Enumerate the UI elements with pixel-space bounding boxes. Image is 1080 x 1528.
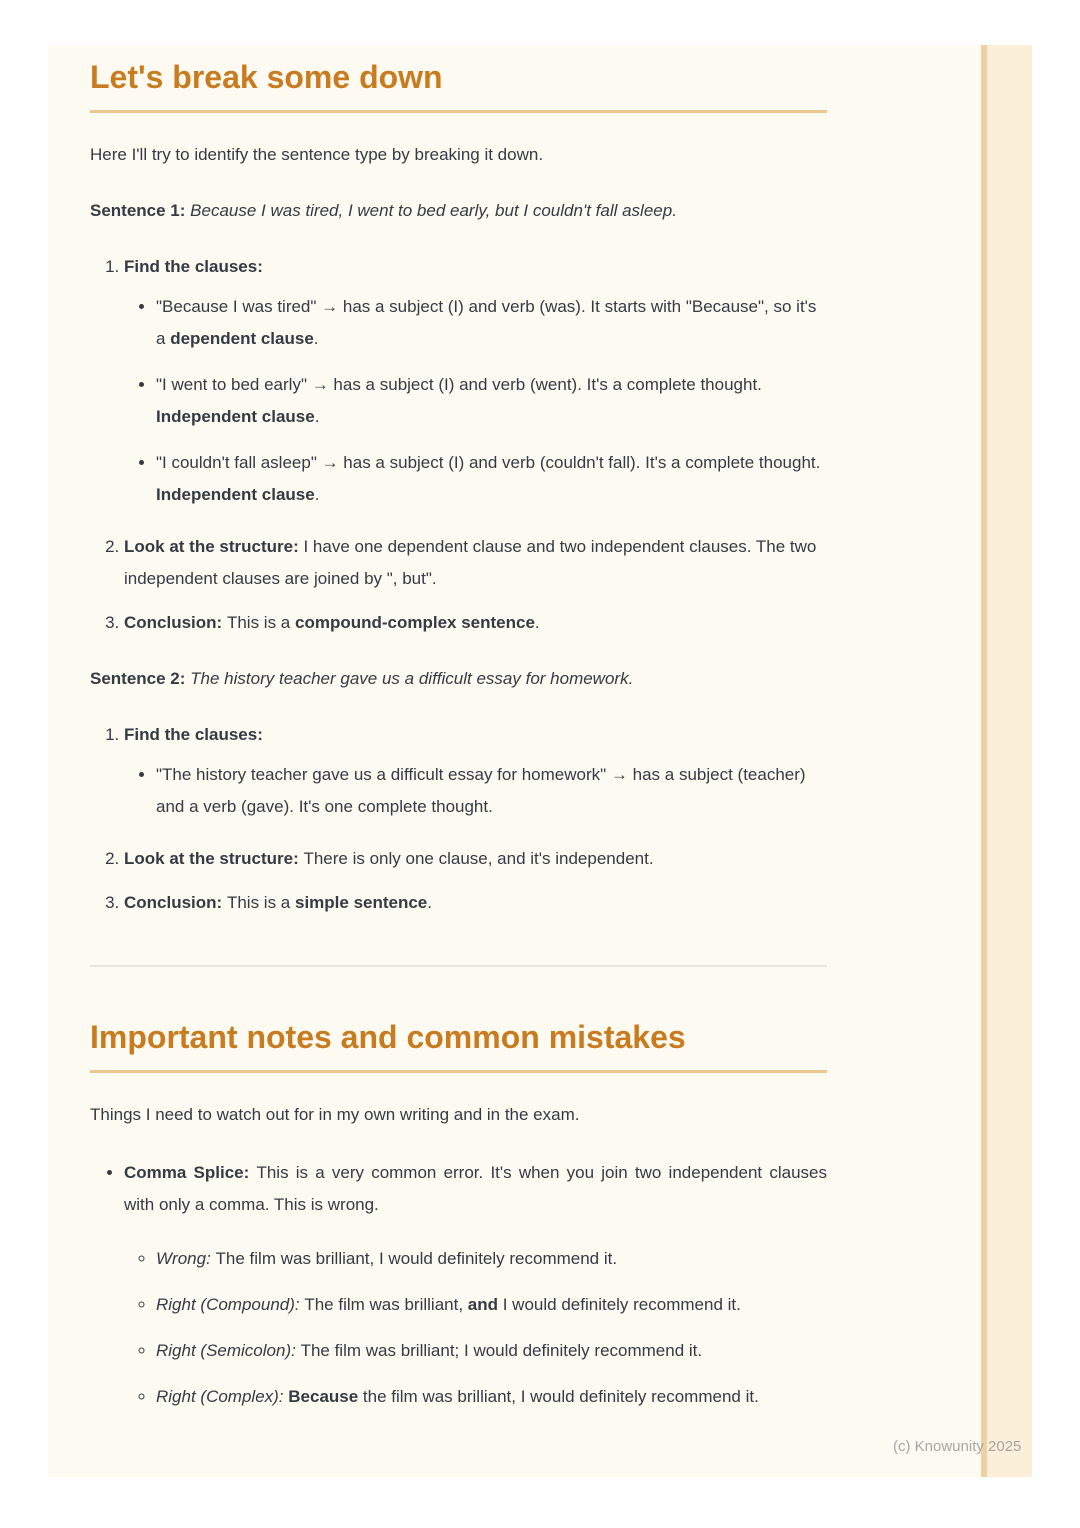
step-label: Find the clauses: [124, 257, 263, 276]
common-mistakes-list [90, 1157, 827, 1413]
sentence1-line: Sentence 1: Because I was tired, I went to bed early, but I couldn't fall asleep. [90, 201, 677, 220]
list-item: 3. Conclusion: This is a simple sentence. [124, 887, 827, 919]
list-item: 3. Conclusion: This is a compound-complex sentence. [124, 607, 827, 639]
sentence2-steps-list [90, 719, 827, 919]
list-item: ◦ Right (Semicolon): The film was brilliant; I would definitely recommend it. [156, 1335, 827, 1367]
heading-underline-1 [90, 57, 827, 113]
section2-intro: Things I need to watch out for in my own writing and in the exam. [90, 1105, 580, 1124]
list-item: • "I went to bed early" → has a subject (I) and verb (went). It's a complete thought. Independent clause. [156, 369, 827, 433]
list-item: ◦ Right (Complex): Because the film was brilliant, I would definitely recommend it. [156, 1381, 827, 1413]
copyright-watermark: (c) Knowunity 2025 [893, 1438, 1022, 1455]
heading-underline-2 [90, 1017, 827, 1073]
document-content [48, 45, 1032, 1477]
document-card [48, 45, 1032, 1477]
list-item [124, 719, 827, 823]
sentence1-steps-list [90, 251, 827, 639]
section2-title: Important notes and common mistakes [90, 1019, 686, 1055]
list-item: • "I couldn't fall asleep" → has a subject (I) and verb (couldn't fall). It's a complete thought. Independent clause. [156, 447, 827, 511]
list-item: • "The history teacher gave us a difficult essay for homework" → has a subject (teacher) and a verb (gave). It's one complete thought. [156, 759, 827, 823]
list-item: 2. Look at the structure: I have one dependent clause and two independent clauses. The two independent clauses are joined by ", but". [124, 531, 827, 595]
step-label: Find the clauses: [124, 725, 263, 744]
list-item: • "Because I was tired" → has a subject (I) and verb (was). It starts with "Because", so it's a dependent clause. [156, 291, 827, 355]
section-divider [90, 965, 827, 967]
section1-title: Let's break some down [90, 59, 443, 95]
sentence2-line: Sentence 2: The history teacher gave us a difficult essay for homework. [90, 669, 634, 688]
section1-intro: Here I'll try to identify the sentence type by breaking it down. [90, 145, 544, 164]
section-break-some-down [90, 57, 827, 919]
list-item: ◦ Right (Compound): The film was brilliant, and I would definitely recommend it. [156, 1289, 827, 1321]
sentence1-clauses-list [124, 291, 827, 511]
sentence2-clauses-list [124, 759, 827, 823]
comma-splice-text: Comma Splice: This is a very common error. It's when you join two independent clauses with only a comma. This is wrong. [124, 1163, 827, 1214]
comma-splice-examples-list [124, 1243, 827, 1413]
list-item: ◦ Wrong: The film was brilliant, I would definitely recommend it. [156, 1243, 827, 1275]
section-important-notes [90, 1017, 827, 1413]
list-item [124, 251, 827, 511]
comma-splice-item [124, 1157, 827, 1413]
list-item: 2. Look at the structure: There is only one clause, and it's independent. [124, 843, 827, 875]
